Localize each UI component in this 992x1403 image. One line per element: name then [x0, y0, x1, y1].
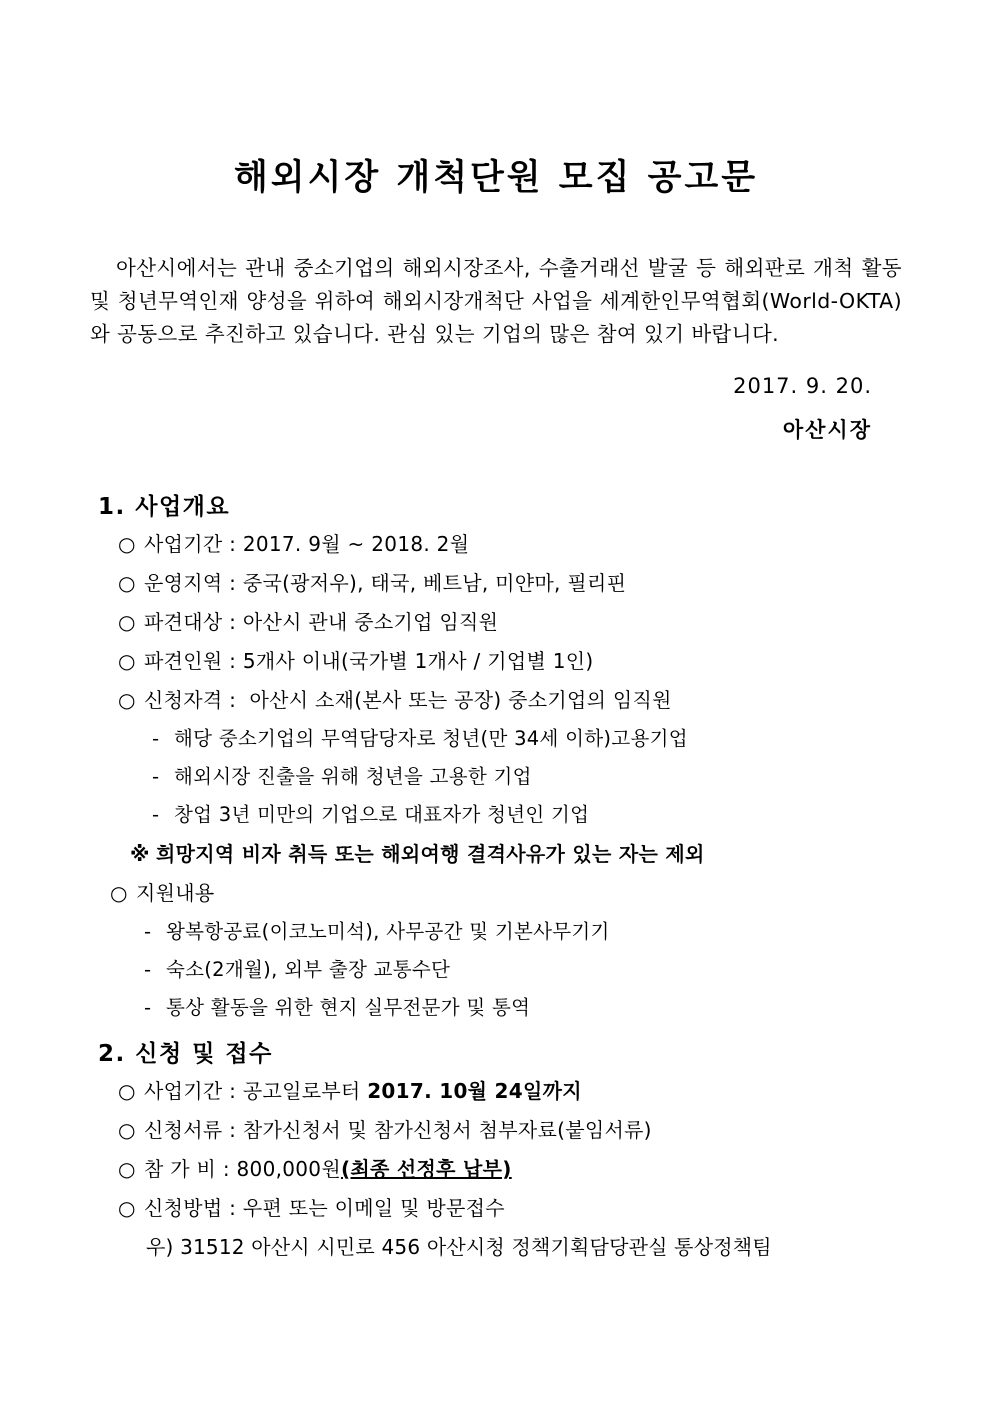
sub-list-item [90, 995, 902, 1021]
sub-list-item [90, 726, 902, 752]
list-item-text: 신청방법 : 우편 또는 이메일 및 방문접수 [144, 1196, 505, 1221]
dash-mark: - [144, 957, 152, 981]
sub-list-item [90, 957, 902, 983]
bullet-mark: ○ [118, 1118, 136, 1143]
dash-mark: - [152, 764, 160, 788]
bullet-mark: ○ [118, 609, 136, 634]
bullet-mark: ○ [118, 531, 136, 556]
dash-mark: - [144, 996, 152, 1020]
dash-mark: - [152, 803, 160, 827]
bullet-mark: ○ [118, 1196, 136, 1221]
bullet-mark: ○ [118, 648, 136, 673]
list-item [90, 1195, 902, 1222]
intro-text: 아산시에서는 관내 중소기업의 해외시장조사, 수출거래선 발굴 등 해외판로 개척 활동 및 청년무역인재 양성을 위하여 해외시장개척단 사업을 세계한인무역협회(World-OKTA)와 공동으로 추진하고 있습니다. 관심 있는 기업의 많은 참여 있기 바랍니다. [90, 256, 902, 347]
list-item-text: 운영지역 : 중국(광저우), 태국, 베트남, 미얀마, 필리핀 [144, 570, 627, 595]
exclusion-note [90, 841, 902, 868]
sub-list-item-text: 창업 3년 미만의 기업으로 대표자가 청년인 기업 [174, 803, 590, 827]
list-item-text: 사업기간 : 공고일로부터 2017. 10월 24일까지 [144, 1079, 582, 1104]
exclusion-note-text: 희망지역 비자 취득 또는 해외여행 결격사유가 있는 자는 제외 [156, 841, 705, 866]
sub-list-item [90, 764, 902, 790]
list-item-text: 참 가 비 : 800,000원(최종 선정후 납부) [144, 1157, 512, 1182]
bullet-mark: ○ [110, 880, 128, 905]
bullet-mark: ○ [118, 1157, 136, 1182]
list-item [90, 609, 902, 636]
list-item [90, 1117, 902, 1144]
office-address: 우) 31512 아산시 시민로 456 아산시청 정책기획담당관실 통상정책팀 [146, 1235, 772, 1260]
intro-paragraph [90, 252, 902, 352]
bullet-mark: ○ [118, 570, 136, 595]
asterisk-mark: ※ [130, 841, 150, 866]
list-item-text: 파견인원 : 5개사 이내(국가별 1개사 / 기업별 1인) [144, 648, 594, 673]
bullet-mark: ○ [118, 1079, 136, 1104]
list-item-text: 지원내용 [136, 880, 215, 905]
list-item-text: 신청자격 : 아산시 소재(본사 또는 공장) 중소기업의 임직원 [144, 687, 672, 712]
sub-list-item-text: 왕복항공료(이코노미석), 사무공간 및 기본사무기기 [166, 919, 610, 943]
sub-list-item-text: 통상 활동을 위한 현지 실무전문가 및 통역 [166, 996, 531, 1020]
page-title: 해외시장 개척단원 모집 공고문 [233, 158, 759, 198]
list-item-fee [90, 1156, 902, 1183]
section-heading-1: 1. 사업개요 [98, 493, 231, 520]
list-item [90, 648, 902, 675]
section-heading-2: 2. 신청 및 접수 [98, 1041, 273, 1068]
list-item [90, 531, 902, 558]
signer-name: 아산시장 [782, 417, 872, 442]
list-item [90, 880, 902, 907]
dash-mark: - [152, 726, 160, 750]
sub-list-item [90, 919, 902, 945]
sub-list-item-text: 해당 중소기업의 무역담당자로 청년(만 34세 이하)고용기업 [174, 726, 688, 750]
sub-list-item-text: 숙소(2개월), 외부 출장 교통수단 [166, 957, 451, 981]
bullet-mark: ○ [118, 687, 136, 712]
announcement-date: 2017. 9. 20. [733, 373, 872, 398]
dash-mark: - [144, 919, 152, 943]
list-item [90, 1078, 902, 1105]
sub-list-item [90, 802, 902, 828]
list-item-text: 파견대상 : 아산시 관내 중소기업 임직원 [144, 609, 499, 634]
list-item-text: 신청서류 : 참가신청서 및 참가신청서 첨부자료(붙임서류) [144, 1118, 652, 1143]
list-item-text: 사업기간 : 2017. 9월 ~ 2018. 2월 [144, 531, 470, 556]
list-item [90, 570, 902, 597]
sub-list-item-text: 해외시장 진출을 위해 청년을 고용한 기업 [174, 764, 532, 788]
list-item [90, 687, 902, 714]
